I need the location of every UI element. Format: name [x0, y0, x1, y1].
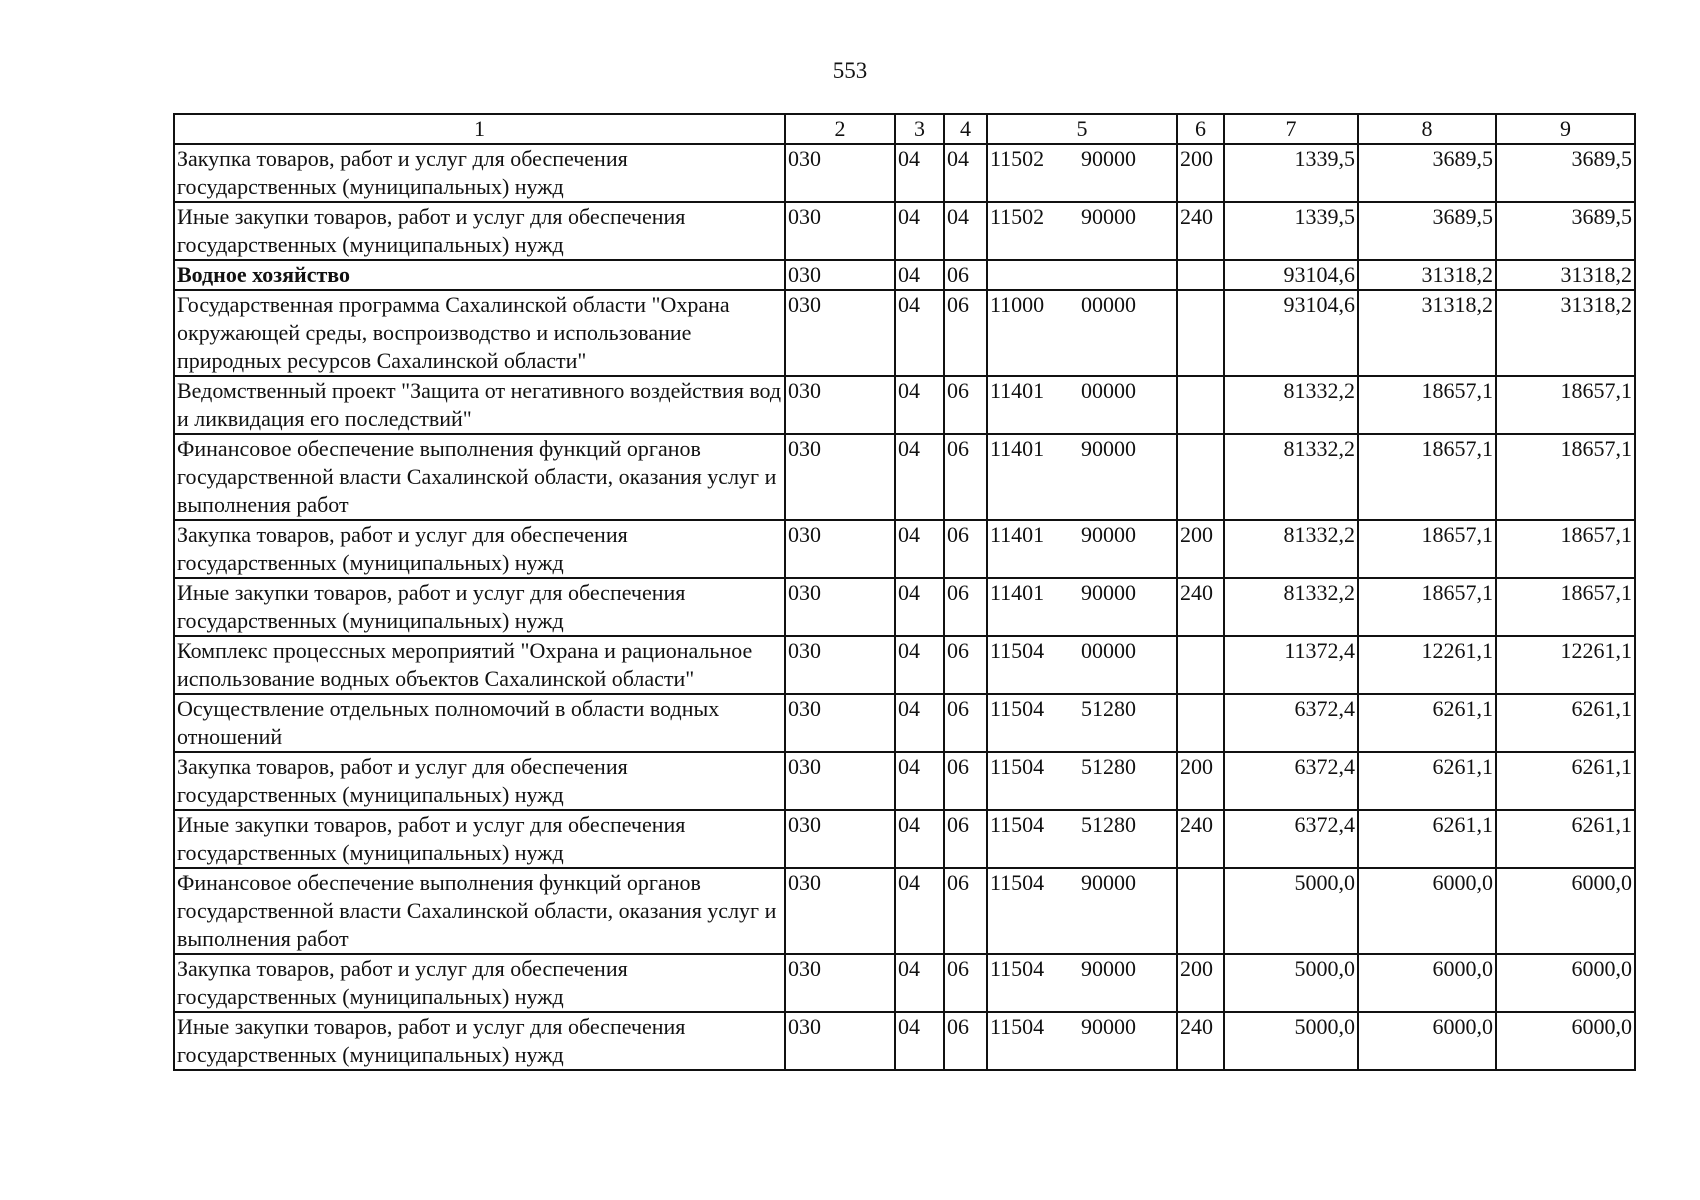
target-article-parts	[990, 753, 1174, 781]
page-number: 553	[832, 58, 868, 83]
row-grbs-code: 030	[785, 144, 895, 202]
row-description: Закупка товаров, работ и услуг для обеспечения государственных (муниципальных) нужд	[174, 144, 785, 202]
target-article-direction: 90000	[1081, 436, 1136, 461]
header-col-5: 5	[987, 114, 1177, 144]
row-target-article	[987, 144, 1177, 202]
table-row	[174, 752, 1635, 810]
row-value-col-9: 18657,1	[1496, 520, 1635, 578]
row-expense-type	[1177, 636, 1224, 694]
table-row	[174, 290, 1635, 376]
header-col-1: 1	[174, 114, 785, 144]
row-value-col-7: 5000,0	[1224, 1012, 1358, 1070]
target-article-direction: 51280	[1081, 696, 1136, 721]
row-subsection-code: 04	[944, 144, 987, 202]
target-article-direction: 00000	[1081, 378, 1136, 403]
row-description: Ведомственный проект "Защита от негативного воздействия вод и ликвидация его последствий"	[174, 376, 785, 434]
table-row	[174, 954, 1635, 1012]
row-value-col-7: 93104,6	[1224, 290, 1358, 376]
row-expense-type	[1177, 434, 1224, 520]
row-expense-type	[1177, 694, 1224, 752]
row-value-col-7: 81332,2	[1224, 434, 1358, 520]
row-value-col-8: 6000,0	[1358, 954, 1496, 1012]
row-description: Комплекс процессных мероприятий "Охрана и рациональное использование водных объектов Сахалинской области"	[174, 636, 785, 694]
table-row	[174, 376, 1635, 434]
row-value-col-8: 6261,1	[1358, 752, 1496, 810]
row-value-col-8: 6000,0	[1358, 1012, 1496, 1070]
target-article-program: 11504	[990, 956, 1045, 981]
table-row	[174, 144, 1635, 202]
row-value-col-8: 31318,2	[1358, 260, 1496, 290]
row-value-col-8: 6000,0	[1358, 868, 1496, 954]
row-grbs-code: 030	[785, 868, 895, 954]
row-description: Финансовое обеспечение выполнения функций органов государственной власти Сахалинской области, оказания услуг и выполнения работ	[174, 868, 785, 954]
table-header	[174, 114, 1635, 144]
row-section-code: 04	[895, 1012, 944, 1070]
row-description: Иные закупки товаров, работ и услуг для обеспечения государственных (муниципальных) нужд	[174, 1012, 785, 1070]
row-value-col-7: 93104,6	[1224, 260, 1358, 290]
row-grbs-code: 030	[785, 636, 895, 694]
row-description: Государственная программа Сахалинской области "Охрана окружающей среды, воспроизводство и использование природных ресурсов Сахалинской области"	[174, 290, 785, 376]
row-value-col-9: 6000,0	[1496, 868, 1635, 954]
row-value-col-9: 6261,1	[1496, 694, 1635, 752]
row-target-article	[987, 434, 1177, 520]
table-row	[174, 1012, 1635, 1070]
row-value-col-7: 5000,0	[1224, 954, 1358, 1012]
target-article-direction: 90000	[1081, 1014, 1136, 1039]
row-expense-type	[1177, 376, 1224, 434]
row-section-code: 04	[895, 144, 944, 202]
target-article-program: 11504	[990, 696, 1045, 721]
row-description: Иные закупки товаров, работ и услуг для обеспечения государственных (муниципальных) нужд	[174, 202, 785, 260]
row-value-col-8: 3689,5	[1358, 144, 1496, 202]
row-grbs-code: 030	[785, 1012, 895, 1070]
row-section-code: 04	[895, 954, 944, 1012]
header-col-4: 4	[944, 114, 987, 144]
target-article-parts	[990, 1013, 1174, 1041]
target-article-parts	[990, 955, 1174, 983]
row-grbs-code: 030	[785, 290, 895, 376]
target-article-parts	[990, 637, 1174, 665]
row-subsection-code: 06	[944, 868, 987, 954]
target-article-parts	[990, 145, 1174, 173]
target-article-parts	[990, 579, 1174, 607]
row-grbs-code: 030	[785, 810, 895, 868]
row-grbs-code: 030	[785, 578, 895, 636]
row-grbs-code: 030	[785, 202, 895, 260]
target-article-program: 11401	[990, 436, 1045, 461]
table-row	[174, 694, 1635, 752]
row-value-col-7: 6372,4	[1224, 810, 1358, 868]
row-value-col-8: 18657,1	[1358, 578, 1496, 636]
row-value-col-7: 6372,4	[1224, 752, 1358, 810]
row-target-article	[987, 376, 1177, 434]
target-article-parts	[990, 291, 1174, 319]
target-article-direction: 90000	[1081, 204, 1136, 229]
row-expense-type: 240	[1177, 578, 1224, 636]
target-article-parts	[990, 377, 1174, 405]
row-subsection-code: 06	[944, 1012, 987, 1070]
header-col-2: 2	[785, 114, 895, 144]
target-article-direction: 90000	[1081, 870, 1136, 895]
row-subsection-code: 04	[944, 202, 987, 260]
table-row	[174, 434, 1635, 520]
table-row	[174, 202, 1635, 260]
row-description: Иные закупки товаров, работ и услуг для обеспечения государственных (муниципальных) нужд	[174, 810, 785, 868]
row-value-col-7: 5000,0	[1224, 868, 1358, 954]
header-col-7: 7	[1224, 114, 1358, 144]
row-value-col-8: 6261,1	[1358, 810, 1496, 868]
row-section-code: 04	[895, 694, 944, 752]
row-expense-type	[1177, 290, 1224, 376]
row-section-code: 04	[895, 752, 944, 810]
target-article-direction: 51280	[1081, 754, 1136, 779]
row-value-col-9: 18657,1	[1496, 434, 1635, 520]
target-article-program: 11504	[990, 638, 1045, 663]
row-section-code: 04	[895, 376, 944, 434]
row-value-col-8: 3689,5	[1358, 202, 1496, 260]
row-section-code: 04	[895, 290, 944, 376]
row-value-col-9: 6000,0	[1496, 954, 1635, 1012]
target-article-program: 11502	[990, 204, 1045, 229]
row-expense-type: 200	[1177, 752, 1224, 810]
target-article-direction: 90000	[1081, 522, 1136, 547]
row-target-article	[987, 520, 1177, 578]
row-value-col-7: 81332,2	[1224, 520, 1358, 578]
header-col-9: 9	[1496, 114, 1635, 144]
target-article-parts	[990, 811, 1174, 839]
row-expense-type: 200	[1177, 520, 1224, 578]
target-article-program: 11000	[990, 292, 1045, 317]
row-expense-type: 200	[1177, 144, 1224, 202]
row-subsection-code: 06	[944, 694, 987, 752]
row-value-col-8: 18657,1	[1358, 520, 1496, 578]
row-section-code: 04	[895, 636, 944, 694]
row-grbs-code: 030	[785, 752, 895, 810]
row-target-article	[987, 752, 1177, 810]
target-article-direction: 00000	[1081, 292, 1136, 317]
row-value-col-9: 18657,1	[1496, 578, 1635, 636]
row-grbs-code: 030	[785, 260, 895, 290]
row-description: Закупка товаров, работ и услуг для обеспечения государственных (муниципальных) нужд	[174, 954, 785, 1012]
row-subsection-code: 06	[944, 260, 987, 290]
row-target-article	[987, 290, 1177, 376]
row-value-col-9: 3689,5	[1496, 202, 1635, 260]
target-article-direction: 90000	[1081, 956, 1136, 981]
target-article-direction: 51280	[1081, 812, 1136, 837]
row-description: Закупка товаров, работ и услуг для обеспечения государственных (муниципальных) нужд	[174, 520, 785, 578]
row-target-article	[987, 954, 1177, 1012]
row-subsection-code: 06	[944, 636, 987, 694]
row-target-article	[987, 868, 1177, 954]
row-target-article	[987, 260, 1177, 290]
row-subsection-code: 06	[944, 290, 987, 376]
table-row	[174, 260, 1635, 290]
row-section-code: 04	[895, 578, 944, 636]
row-value-col-9: 12261,1	[1496, 636, 1635, 694]
target-article-direction: 00000	[1081, 638, 1136, 663]
row-value-col-9: 31318,2	[1496, 290, 1635, 376]
row-value-col-8: 12261,1	[1358, 636, 1496, 694]
budget-table	[173, 113, 1636, 1071]
row-expense-type	[1177, 868, 1224, 954]
row-expense-type: 240	[1177, 1012, 1224, 1070]
row-value-col-8: 6261,1	[1358, 694, 1496, 752]
row-value-col-9: 6000,0	[1496, 1012, 1635, 1070]
header-col-8: 8	[1358, 114, 1496, 144]
row-expense-type	[1177, 260, 1224, 290]
target-article-parts	[990, 695, 1174, 723]
row-value-col-7: 11372,4	[1224, 636, 1358, 694]
row-section-code: 04	[895, 520, 944, 578]
row-expense-type: 240	[1177, 202, 1224, 260]
row-description: Финансовое обеспечение выполнения функций органов государственной власти Сахалинской области, оказания услуг и выполнения работ	[174, 434, 785, 520]
row-value-col-9: 6261,1	[1496, 810, 1635, 868]
row-value-col-7: 81332,2	[1224, 376, 1358, 434]
row-value-col-9: 6261,1	[1496, 752, 1635, 810]
row-value-col-8: 18657,1	[1358, 376, 1496, 434]
row-section-code: 04	[895, 868, 944, 954]
row-description: Закупка товаров, работ и услуг для обеспечения государственных (муниципальных) нужд	[174, 752, 785, 810]
target-article-parts	[990, 521, 1174, 549]
row-target-article	[987, 810, 1177, 868]
table-row	[174, 868, 1635, 954]
row-grbs-code: 030	[785, 954, 895, 1012]
row-section-code: 04	[895, 260, 944, 290]
row-value-col-7: 1339,5	[1224, 144, 1358, 202]
row-target-article	[987, 636, 1177, 694]
target-article-program: 11504	[990, 1014, 1045, 1039]
row-description: Иные закупки товаров, работ и услуг для обеспечения государственных (муниципальных) нужд	[174, 578, 785, 636]
row-section-code: 04	[895, 810, 944, 868]
row-subsection-code: 06	[944, 520, 987, 578]
row-subsection-code: 06	[944, 376, 987, 434]
table-row	[174, 578, 1635, 636]
row-grbs-code: 030	[785, 376, 895, 434]
header-row	[174, 114, 1635, 144]
row-section-code: 04	[895, 434, 944, 520]
row-target-article	[987, 694, 1177, 752]
target-article-parts	[990, 435, 1174, 463]
row-subsection-code: 06	[944, 810, 987, 868]
row-target-article	[987, 202, 1177, 260]
row-description: Водное хозяйство	[174, 260, 785, 290]
target-article-program: 11401	[990, 378, 1045, 403]
row-subsection-code: 06	[944, 752, 987, 810]
row-grbs-code: 030	[785, 520, 895, 578]
target-article-direction: 90000	[1081, 146, 1136, 171]
row-value-col-7: 1339,5	[1224, 202, 1358, 260]
row-subsection-code: 06	[944, 954, 987, 1012]
target-article-parts	[990, 203, 1174, 231]
target-article-direction: 90000	[1081, 580, 1136, 605]
row-value-col-9: 3689,5	[1496, 144, 1635, 202]
row-expense-type: 240	[1177, 810, 1224, 868]
target-article-program: 11504	[990, 870, 1045, 895]
target-article-program: 11401	[990, 522, 1045, 547]
target-article-program: 11504	[990, 754, 1045, 779]
row-target-article	[987, 578, 1177, 636]
row-grbs-code: 030	[785, 434, 895, 520]
table-body	[174, 144, 1635, 1070]
row-value-col-9: 31318,2	[1496, 260, 1635, 290]
row-value-col-7: 6372,4	[1224, 694, 1358, 752]
row-value-col-8: 31318,2	[1358, 290, 1496, 376]
row-value-col-9: 18657,1	[1496, 376, 1635, 434]
row-description: Осуществление отдельных полномочий в области водных отношений	[174, 694, 785, 752]
table-row	[174, 520, 1635, 578]
table-row	[174, 636, 1635, 694]
header-col-3: 3	[895, 114, 944, 144]
header-col-6: 6	[1177, 114, 1224, 144]
target-article-program: 11502	[990, 146, 1045, 171]
row-value-col-7: 81332,2	[1224, 578, 1358, 636]
target-article-program: 11401	[990, 580, 1045, 605]
row-subsection-code: 06	[944, 434, 987, 520]
row-target-article	[987, 1012, 1177, 1070]
target-article-program: 11504	[990, 812, 1045, 837]
row-subsection-code: 06	[944, 578, 987, 636]
row-grbs-code: 030	[785, 694, 895, 752]
target-article-parts	[990, 869, 1174, 897]
row-section-code: 04	[895, 202, 944, 260]
table-row	[174, 810, 1635, 868]
row-expense-type: 200	[1177, 954, 1224, 1012]
row-value-col-8: 18657,1	[1358, 434, 1496, 520]
